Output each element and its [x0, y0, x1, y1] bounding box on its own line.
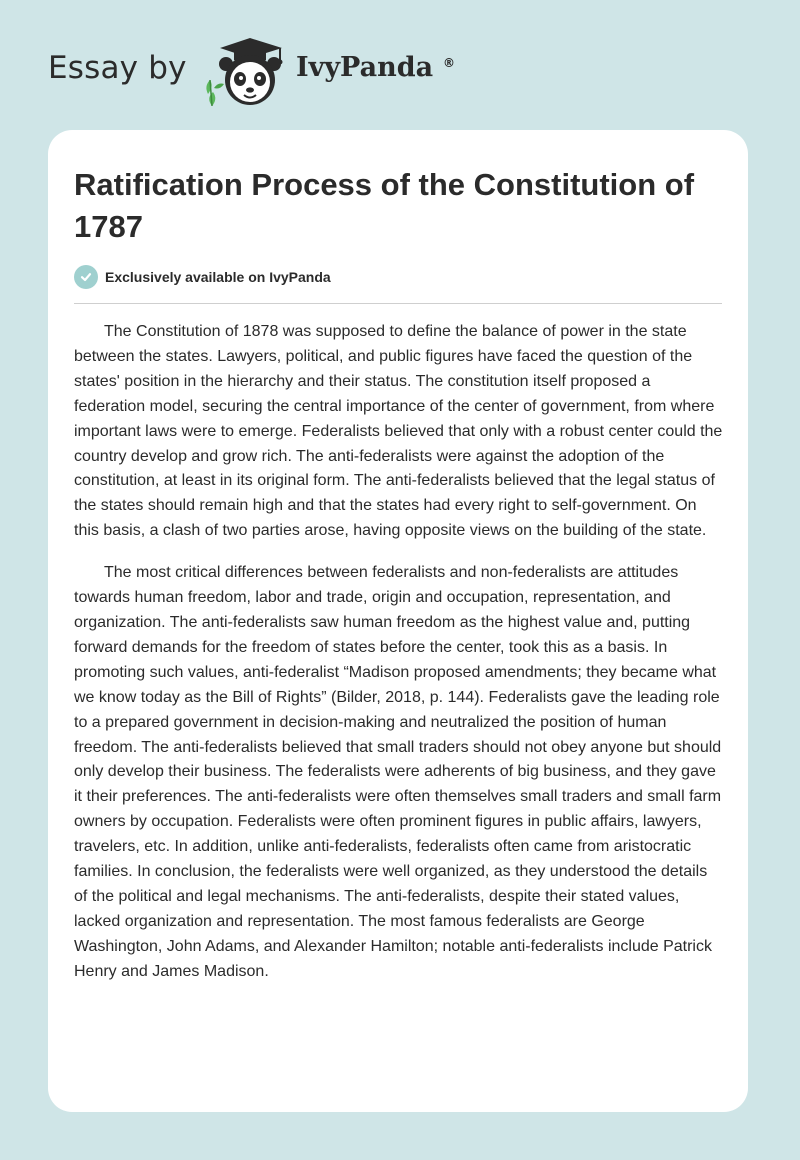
paragraph: The Constitution of 1878 was supposed to define the balance of power in the state between the states. Lawyers, political, and public figures have faced the question of the states' position in the hierarchy and their status. The constitution itself proposed a federation model, securing the central importance of the center of government, from where important laws were to emerge. Federalists believed that only with a robust center could the country develop and grow rich. The anti-federalists were against the adoption of the constitution, at least in its original form. The anti-federalists believed that the legal status of the states should remain high and that the states had every right to self-government. On this basis, a clash of two parties arose, having opposite views on the building of the state.	[74, 323, 723, 540]
essay-card	[48, 130, 748, 1112]
brand-prefix: Essay by	[48, 50, 187, 86]
site-header	[0, 0, 800, 130]
exclusive-badge	[74, 264, 331, 290]
panda-logo-icon[interactable]	[200, 36, 290, 108]
divider	[74, 303, 722, 304]
brand-name: IvyPanda	[296, 52, 434, 83]
essay-body	[74, 320, 724, 1002]
essay-title: Ratification Process of the Constitution of 1787	[74, 167, 695, 244]
registered-mark: ®	[443, 56, 455, 70]
paragraph: The most critical differences between federalists and non-federalists are attitudes towards human freedom, labor and trade, origin and occupation, representation, and organization. The anti-federalists saw human freedom as the highest value and, putting forward demands for the freedom of states before the center, took this as a basis. In promoting such values, anti-federalist “Madison proposed amendments; they became what we know today as the Bill of Rights” (Bilder, 2018, p. 144). Federalists gave the leading role to a prepared government in decision-making and neutralized the position of human freedom. The anti-federalists believed that small traders should not obey anyone but should only develop their business. The federalists were adherents of big business, and they gave it their preferences. The anti-federalists were often themselves small traders and small farm owners by occupation. Federalists were often prominent figures in public affairs, lawyers, travelers, etc. In addition, unlike anti-federalists, federalists often came from aristocratic families. In conclusion, the federalists were well organized, as they understood the details of the political and legal mechanisms. The anti-federalists, despite their stated values, lacked organization and representation. The most famous federalists are George Washington, John Adams, and Alexander Hamilton; notable anti-federalists include Patrick Henry and James Madison.	[74, 564, 722, 980]
check-icon	[74, 265, 98, 289]
badge-label: Exclusively available on IvyPanda	[105, 269, 331, 285]
